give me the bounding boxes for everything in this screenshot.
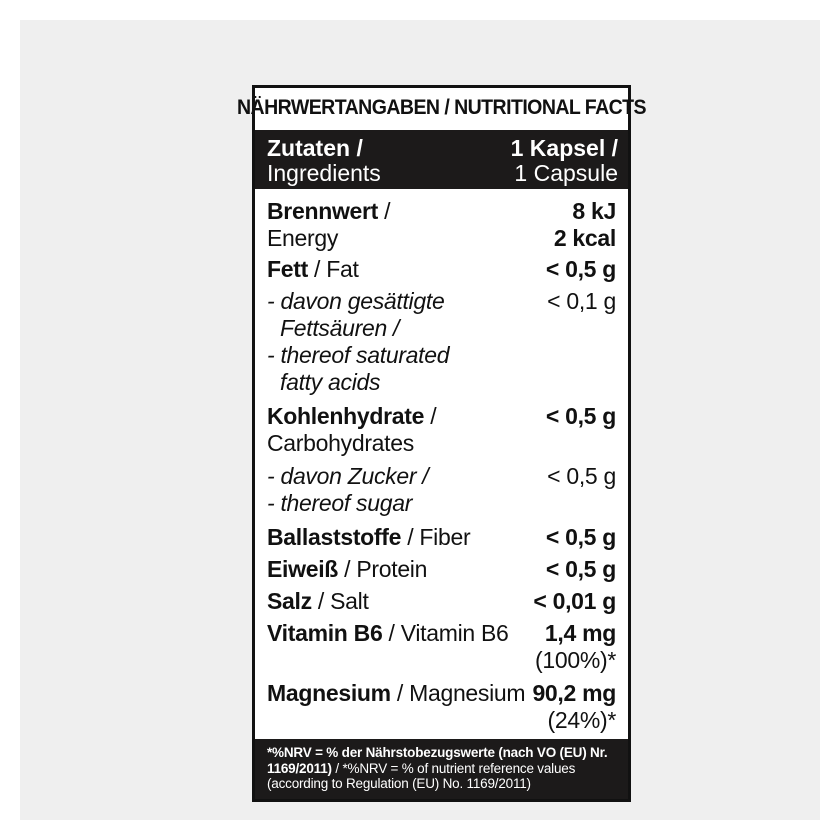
- protein-label-de: Eiweiß: [267, 556, 339, 582]
- energy-label-de: Brennwert: [267, 198, 379, 224]
- fiber-label-de: Ballaststoffe: [267, 524, 402, 550]
- energy-label-en: Energy: [267, 225, 339, 251]
- nrv-footnote: [255, 739, 628, 799]
- carbs-label-de: Kohlenhydrate: [267, 403, 425, 429]
- satfat-value: < 0,1 g: [547, 288, 616, 314]
- satfat-line4: fatty acids: [280, 369, 381, 395]
- fat-value: < 0,5 g: [545, 256, 616, 282]
- background-canvas: [20, 20, 820, 820]
- ingredients-header: [255, 130, 628, 189]
- magnesium-label-en: / Magnesium: [390, 680, 526, 706]
- header-left-de: Zutaten /: [267, 135, 363, 161]
- fat-label-en: / Fat: [307, 256, 359, 282]
- protein-value: < 0,5 g: [545, 556, 616, 582]
- footnote-en: / *%NRV = % of nutrient reference values: [331, 760, 576, 776]
- fat-label-de: Fett: [267, 256, 308, 282]
- protein-label-en: / Protein: [338, 556, 428, 582]
- label-title: NÄHRWERTANGABEN / NUTRITIONAL FACTS: [236, 96, 647, 119]
- b6-label-en: / Vitamin B6: [382, 620, 509, 646]
- fiber-value: < 0,5 g: [545, 524, 616, 550]
- magnesium-nrv: (24%)*: [547, 707, 616, 733]
- header-left: [267, 136, 381, 186]
- b6-nrv: (100%)*: [535, 647, 616, 673]
- footnote-regulation: (according to Regulation (EU) No. 1169/2011): [267, 776, 531, 791]
- satfat-line2: Fettsäuren /: [280, 315, 400, 341]
- magnesium-label-de: Magnesium: [267, 680, 391, 706]
- salt-label-de: Salz: [267, 588, 312, 614]
- sugar-value: < 0,5 g: [547, 463, 616, 489]
- energy-value-kcal: 2 kcal: [553, 225, 616, 251]
- header-right-de: 1 Kapsel /: [510, 135, 618, 161]
- satfat-line3: - thereof saturated: [267, 342, 450, 368]
- header-right-en: 1 Capsule: [514, 160, 618, 186]
- energy-sep: /: [378, 198, 391, 224]
- footnote-bold: *%NRV = % der Nährstobezugswerte (nach VO (EU) Nr. 1169/2011): [267, 745, 608, 776]
- b6-label-de: Vitamin B6: [267, 620, 383, 646]
- carbs-sep: /: [424, 403, 437, 429]
- header-left-en: Ingredients: [267, 160, 381, 186]
- nutrition-facts-label: [236, 85, 647, 802]
- sugar-line2: - thereof sugar: [267, 490, 413, 516]
- magnesium-value: 90,2 mg: [532, 680, 616, 706]
- salt-value: < 0,01 g: [533, 588, 616, 614]
- energy-value-kj: 8 kJ: [572, 198, 616, 224]
- b6-value: 1,4 mg: [544, 620, 616, 646]
- sugar-line1: - davon Zucker /: [267, 463, 429, 489]
- satfat-line1: - davon gesättigte: [267, 288, 445, 314]
- carbs-label-en: Carbohydrates: [267, 430, 414, 456]
- header-right: [511, 136, 618, 186]
- salt-label-en: / Salt: [311, 588, 369, 614]
- carbs-value: < 0,5 g: [545, 403, 616, 429]
- fiber-label-en: / Fiber: [401, 524, 471, 550]
